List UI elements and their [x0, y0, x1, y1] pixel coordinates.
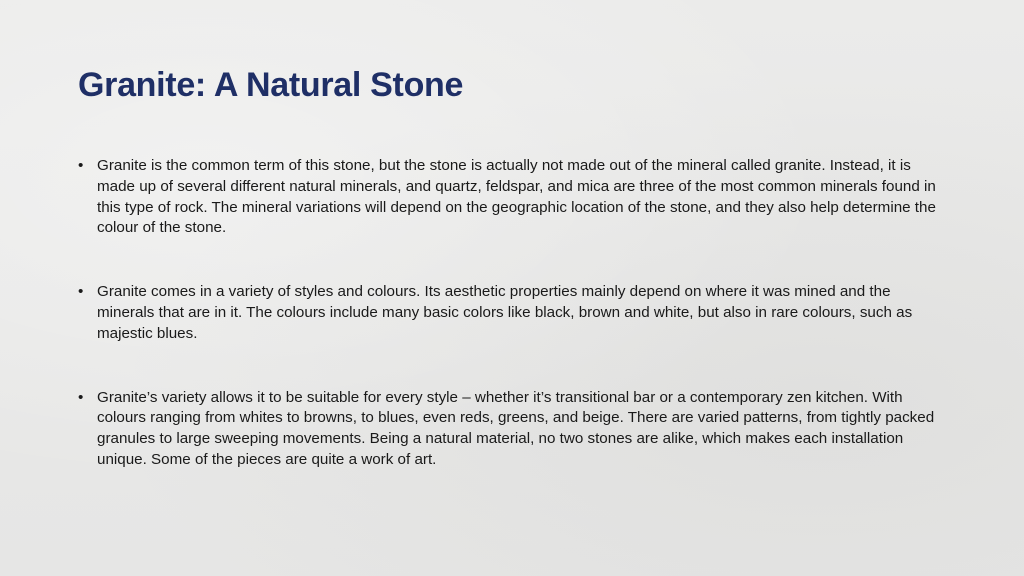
bullet-text: Granite is the common term of this stone, but the stone is actually not made out of the mineral called granite. Instead, it is made up of several different natural minerals, and quartz, feldspar, and mica are three of the most common minerals found in this type of rock. The mineral variations will depend on the geographic location of the stone, and they also help determine the colour of the stone. [97, 157, 936, 237]
bullet-dot-icon: • [78, 388, 84, 406]
bullet-list [78, 156, 950, 471]
bullet-item [78, 388, 950, 471]
bullet-item [78, 282, 950, 344]
bullet-dot-icon: • [78, 283, 84, 301]
bullet-text: Granite’s variety allows it to be suitable for every style – whether it’s transitional bar or a contemporary zen kitchen. With colours ranging from whites to browns, to blues, even reds, greens, and beige. There are varied patterns, from tightly packed granules to large sweeping movements. Being a natural material, no two stones are alike, which makes each installation unique. Some of the pieces are quite a work of art. [97, 388, 935, 468]
slide-title: Granite: A Natural Stone [78, 66, 464, 104]
bullet-dot-icon: • [78, 157, 84, 174]
bullet-text: Granite comes in a variety of styles and colours. Its aesthetic properties mainly depend on where it was mined and the minerals that are in it. The colours include many basic colors like black, brown and white, but also in rare colours, such as majestic blues. [97, 283, 913, 342]
bullet-item [78, 156, 950, 239]
